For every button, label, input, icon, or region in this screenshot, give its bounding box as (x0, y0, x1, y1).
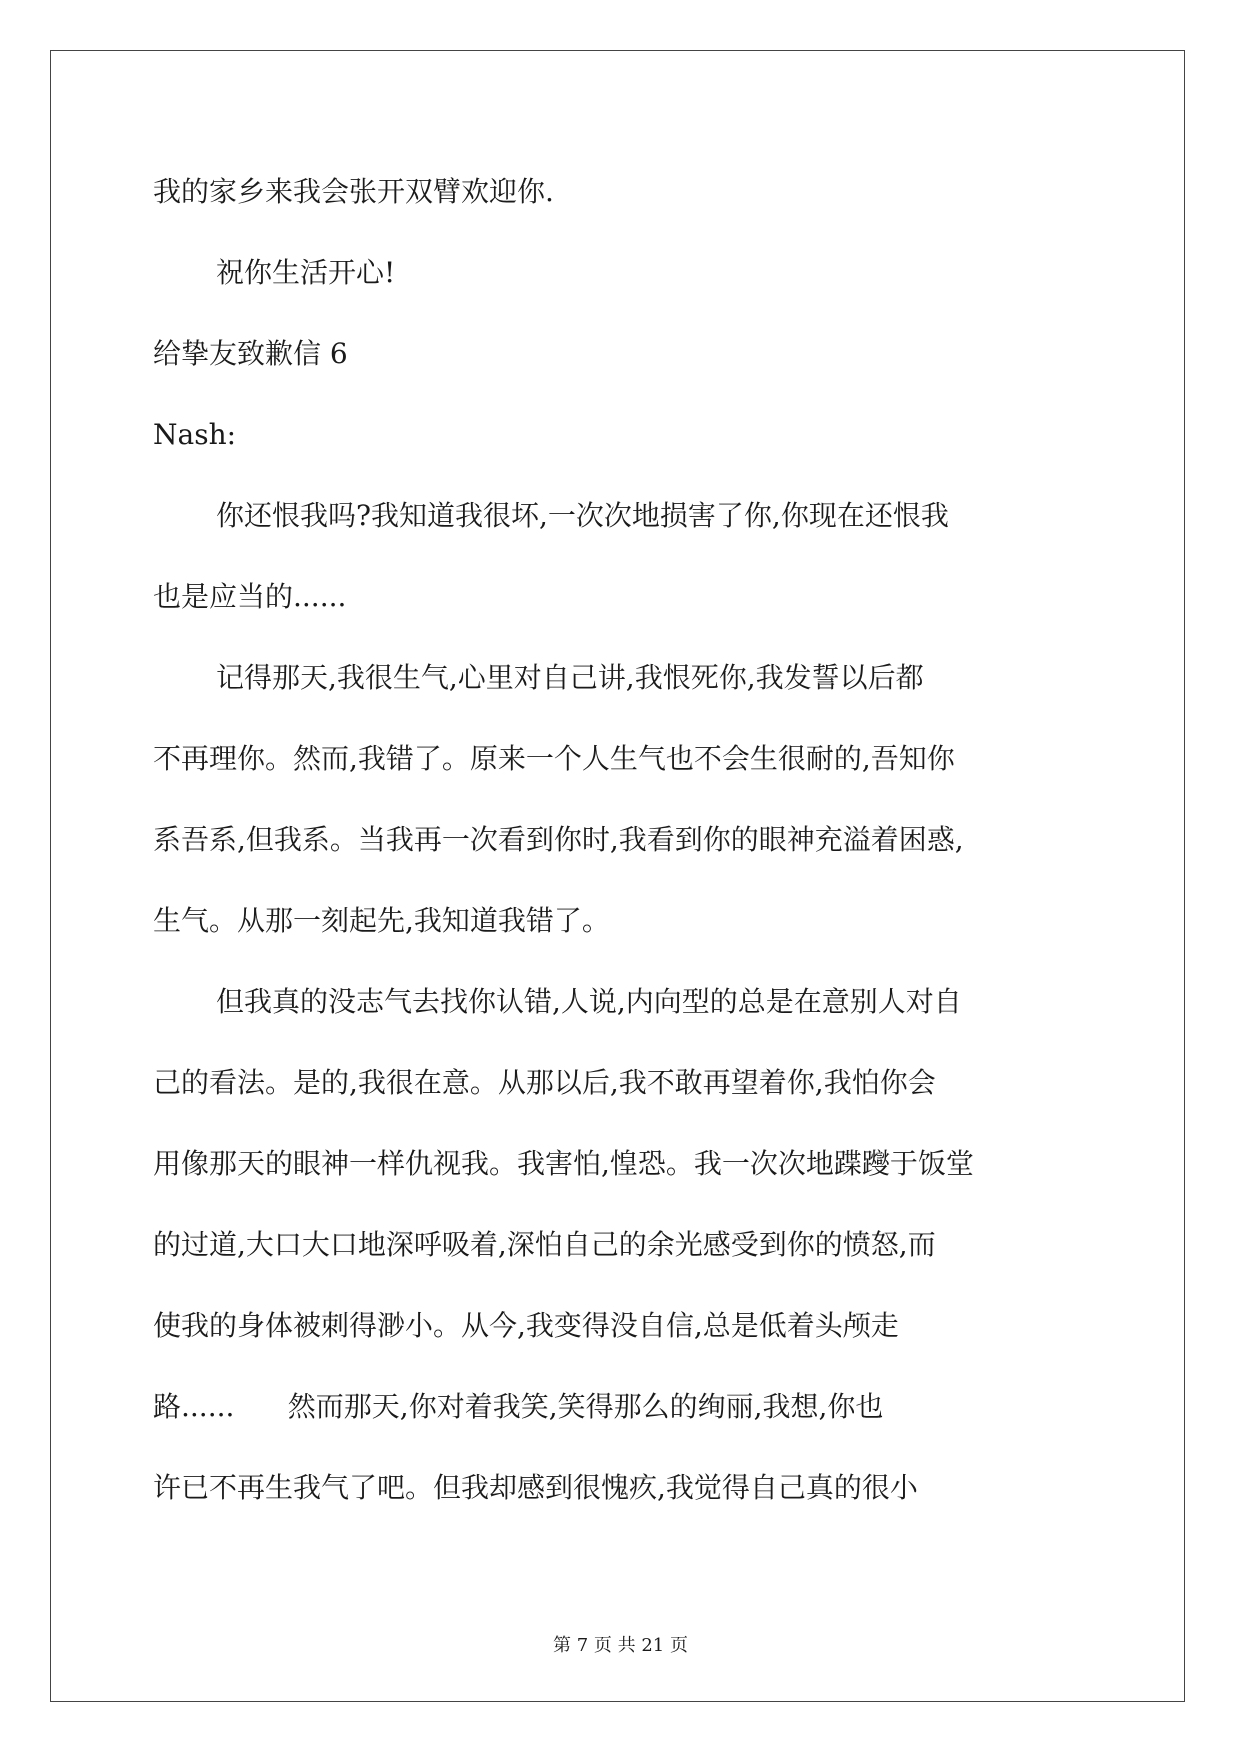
text-line-8: 不再理你。然而,我错了。原来一个人生气也不会生很耐的,吾知你 (153, 742, 955, 775)
page-frame (50, 50, 1185, 1702)
text-line-7: 记得那天,我很生气,心里对自己讲,我恨死你,我发誓以后都 (216, 661, 924, 694)
text-line-17: 许已不再生我气了吧。但我却感到很愧疚,我觉得自己真的很小 (153, 1471, 918, 1504)
text-line-11: 但我真的没志气去找你认错,人说,内向型的总是在意别人对自 (216, 985, 962, 1018)
text-line-16: 路...... 然而那天,你对着我笑,笑得那么的绚丽,我想,你也 (153, 1390, 884, 1423)
text-line-1: 我的家乡来我会张开双臂欢迎你. (153, 175, 554, 208)
text-line-10: 生气。从那一刻起先,我知道我错了。 (153, 904, 610, 937)
page-number-footer: 第 7 页 共 21 页 (553, 1635, 688, 1656)
section-heading: 给挚友致歉信 6 (153, 337, 348, 370)
text-line-5: 你还恨我吗?我知道我很坏,一次次地损害了你,你现在还恨我 (216, 499, 949, 532)
salutation: Nash: (153, 418, 237, 451)
text-line-6: 也是应当的...... (153, 580, 347, 613)
text-line-12: 己的看法。是的,我很在意。从那以后,我不敢再望着你,我怕你会 (153, 1066, 936, 1099)
text-line-14: 的过道,大口大口地深呼吸着,深怕自己的余光感受到你的愤怒,而 (153, 1228, 936, 1261)
text-line-9: 系吾系,但我系。当我再一次看到你时,我看到你的眼神充溢着困惑, (153, 823, 964, 856)
text-line-15: 使我的身体被刺得渺小。从今,我变得没自信,总是低着头颅走 (153, 1309, 899, 1342)
text-line-2: 祝你生活开心! (216, 256, 396, 289)
text-line-13: 用像那天的眼神一样仇视我。我害怕,惶恐。我一次次地蹀躞于饭堂 (153, 1147, 974, 1180)
